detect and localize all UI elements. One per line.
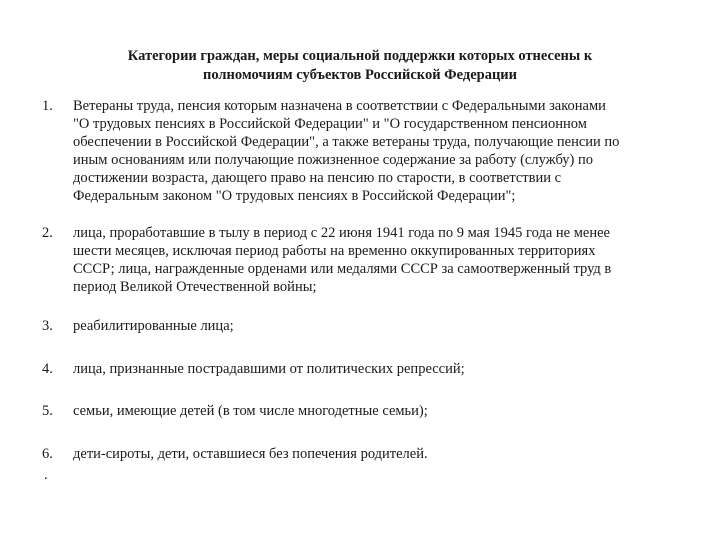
text-line: лица, признанные пострадавшими от политических репрессий; <box>73 361 465 377</box>
text-line: иным основаниям или получающие пожизненное содержание за работу (службу) по <box>73 152 594 168</box>
text-line: Ветераны труда, пенсия которым назначена в соответствии с Федеральными законами <box>73 98 606 114</box>
list-item-text <box>73 445 692 463</box>
text-line: "О трудовых пенсиях в Российской Федерации" и "О государственном пенсионном <box>73 116 587 132</box>
text-line: СССР; лица, награжденные орденами или медалями СССР за самоотверженный труд в <box>73 261 612 277</box>
list-item-number: 2. <box>42 225 53 241</box>
text-line: период Великой Отечественной войны; <box>73 279 317 295</box>
text-line: лица, проработавшие в тылу в период с 22 июня 1941 года по 9 мая 1945 года не менее <box>73 225 610 241</box>
document-title <box>60 47 660 85</box>
text-line: реабилитированные лица; <box>73 318 234 334</box>
text-line: достижении возраста, дающего право на пенсию по старости, в соответствии с <box>73 170 562 186</box>
list-item <box>42 224 692 296</box>
list-item-number: 3. <box>42 318 53 334</box>
title-line: полномочиям субъектов Российской Федерации <box>202 67 518 83</box>
list-item <box>42 360 692 378</box>
trailing-mark: . <box>44 467 48 483</box>
text-line: семьи, имеющие детей (в том числе многодетные семьи); <box>73 403 428 419</box>
list-item-text <box>73 402 692 420</box>
list-item <box>42 317 692 335</box>
list-item-text <box>73 224 692 296</box>
list-item-number: 4. <box>42 361 53 377</box>
list-item <box>42 97 692 205</box>
title-line: Категории граждан, меры социальной поддержки которых отнесены к <box>127 48 593 64</box>
list-item-text <box>73 360 692 378</box>
list-item-number: 5. <box>42 403 53 419</box>
list-item-number: 6. <box>42 446 53 462</box>
list-item <box>42 402 692 420</box>
list-item-text <box>73 317 692 335</box>
list-item <box>42 445 692 463</box>
text-line: дети-сироты, дети, оставшиеся без попечения родителей. <box>73 446 428 462</box>
list-item-number: 1. <box>42 98 53 114</box>
text-line: шести месяцев, исключая период работы на временно оккупированных территориях <box>73 243 596 259</box>
text-line: Федеральным законом "О трудовых пенсиях в Российской Федерации"; <box>73 188 516 204</box>
text-line: обеспечении в Российской Федерации", а также ветераны труда, получающие пенсии по <box>73 134 620 150</box>
list-item-text <box>73 97 692 205</box>
